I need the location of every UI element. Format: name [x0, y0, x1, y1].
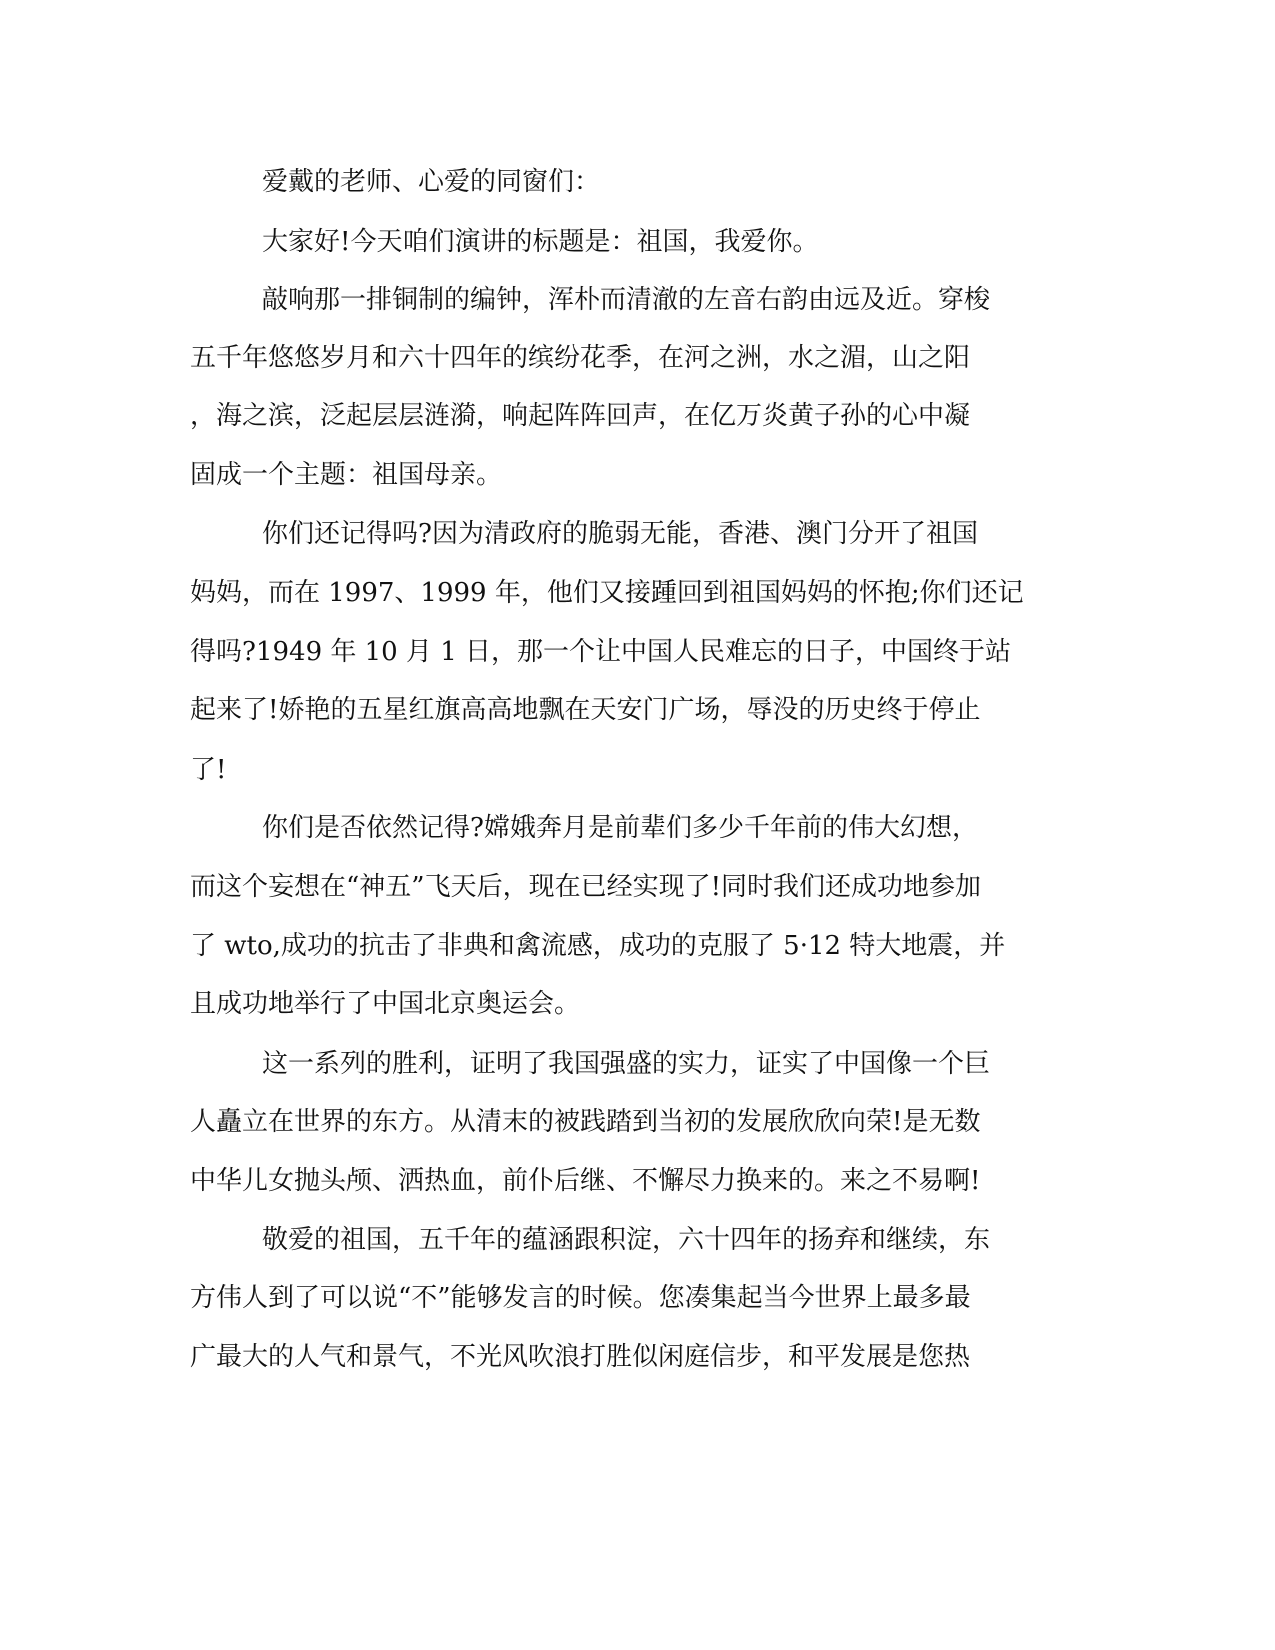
paragraph-1-line-3: ，海之滨，泛起层层涟漪，响起阵阵回声，在亿万炎黄子孙的心中凝: [190, 401, 971, 431]
paragraph-5-line-1: 敬爱的祖国，五千年的蕴涵跟积淀，六十四年的扬弃和继续，东: [262, 1225, 991, 1255]
paragraph-2-line-4: 起来了!娇艳的五星红旗高高地飘在天安门广场，辱没的历史终于停止: [190, 695, 981, 725]
paragraph-1-line-4: 固成一个主题：祖国母亲。: [190, 460, 503, 490]
paragraph-2-line-5: 了!: [190, 755, 227, 785]
paragraph-4-line-2: 人矗立在世界的东方。从清末的被践踏到当初的发展欣欣向荣!是无数: [190, 1107, 981, 1137]
paragraph-3-line-2: 而这个妄想在“神五”飞天后，现在已经实现了!同时我们还成功地参加: [190, 872, 982, 902]
paragraph-2-line-2: 妈妈，而在 1997、1999 年，他们又接踵回到祖国妈妈的怀抱;你们还记: [190, 578, 1024, 608]
paragraph-3-line-4: 且成功地举行了中国北京奥运会。: [190, 989, 581, 1019]
paragraph-1-line-1: 敲响那一排铜制的编钟，浑朴而清澈的左音右韵由远及近。穿梭: [262, 285, 991, 315]
paragraph-3-line-1: 你们是否依然记得?嫦娥奔月是前辈们多少千年前的伟大幻想，: [262, 813, 978, 843]
paragraph-2-line-1: 你们还记得吗?因为清政府的脆弱无能，香港、澳门分开了祖国: [262, 519, 978, 549]
paragraph-5-line-2: 方伟人到了可以说“不”能够发言的时候。您凑集起当今世界上最多最: [190, 1283, 971, 1313]
paragraph-4-line-1: 这一系列的胜利，证明了我国强盛的实力，证实了中国像一个巨: [262, 1049, 991, 1079]
paragraph-3-line-3: 了 wto,成功的抗击了非典和禽流感，成功的克服了 5·12 特大地震，并: [190, 931, 1006, 961]
paragraph-1-line-2: 五千年悠悠岁月和六十四年的缤纷花季，在河之洲，水之湄，山之阳: [190, 343, 971, 373]
paragraph-5-line-3: 广最大的人气和景气，不光风吹浪打胜似闲庭信步，和平发展是您热: [190, 1342, 971, 1372]
paragraph-4-line-3: 中华儿女抛头颅、洒热血，前仆后继、不懈尽力换来的。来之不易啊!: [190, 1166, 981, 1196]
greeting-line: 大家好!今天咱们演讲的标题是：祖国，我爱你。: [262, 227, 819, 257]
salutation-line: 爱戴的老师、心爱的同窗们：: [262, 167, 601, 197]
paragraph-2-line-3: 得吗?1949 年 10 月 1 日，那一个让中国人民难忘的日子，中国终于站: [190, 637, 1012, 667]
